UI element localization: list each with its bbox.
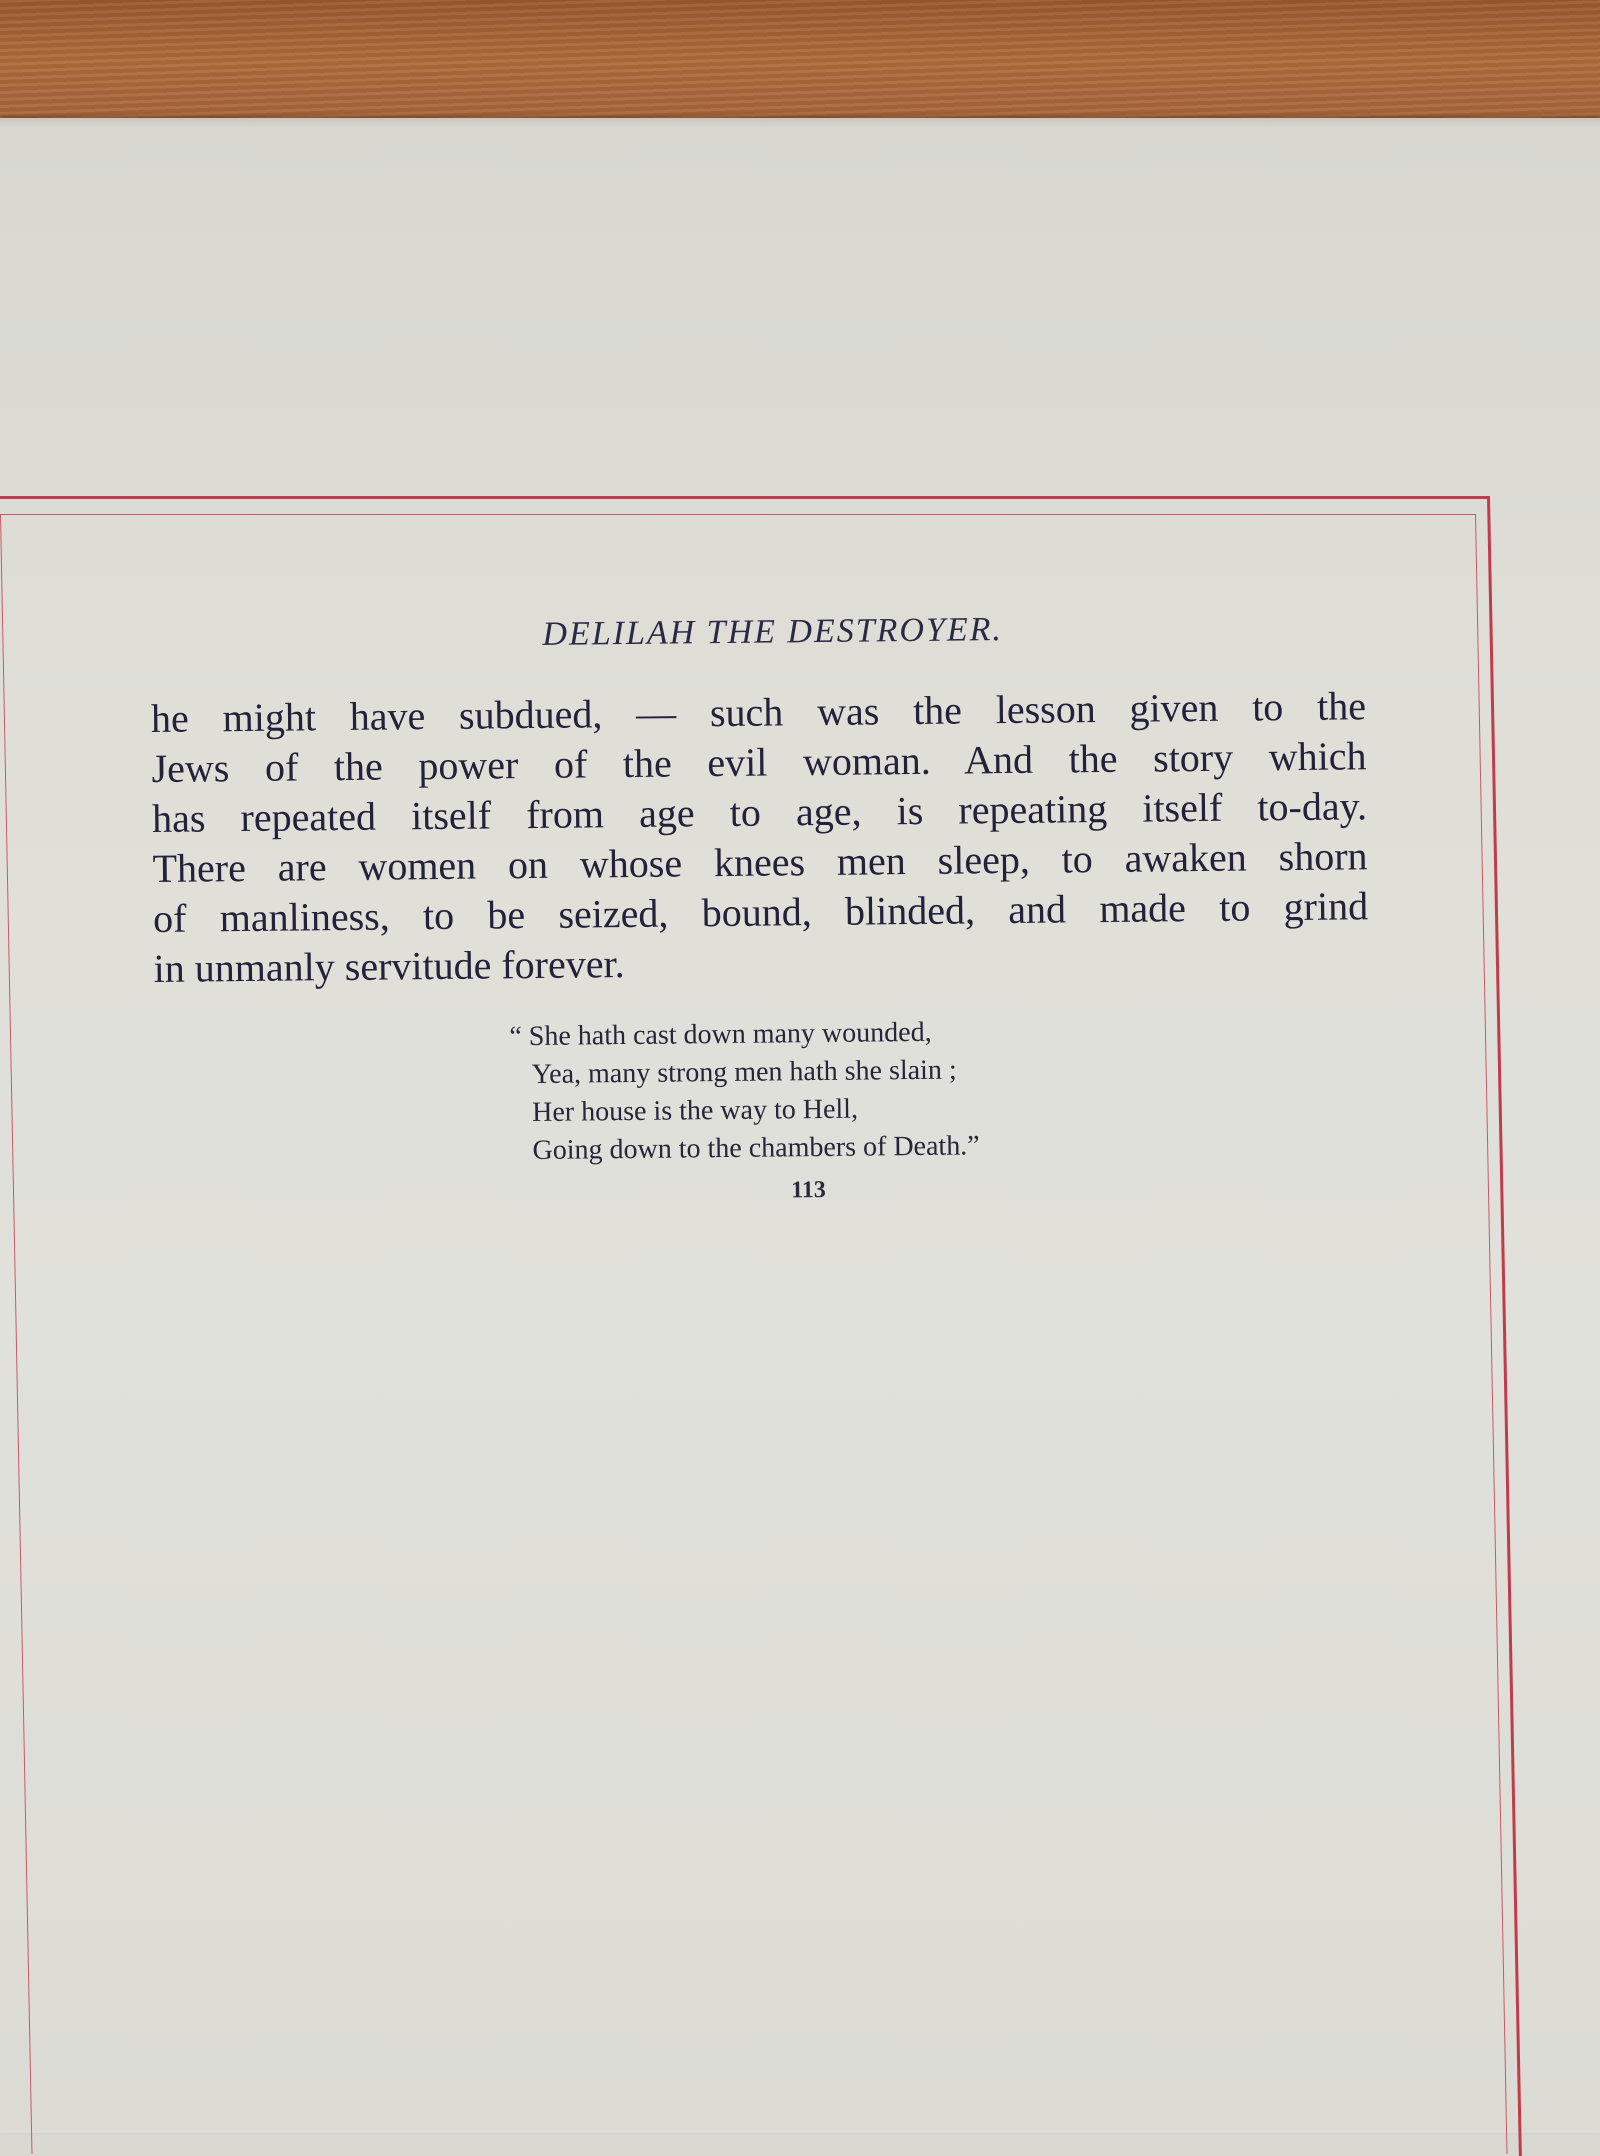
verse-line: Yea, many strong men hath she slain ; (531, 1054, 957, 1091)
verse-quotation (509, 1009, 1371, 1170)
page-top-edge (0, 118, 1600, 128)
verse-line: “ She hath cast down many wounded, (509, 1016, 932, 1053)
wooden-table-background (0, 0, 1600, 135)
running-head: DELILAH THE DESTROYER. (542, 611, 1004, 653)
paragraph-line: of manliness, to be seized, bound, blinded, and made to grind (152, 883, 1369, 941)
paragraph-line: There are women on whose knees men sleep, to awaken shorn (152, 833, 1368, 891)
page-text-block (150, 607, 1371, 1211)
body-paragraph (151, 681, 1369, 994)
verse-line: Going down to the chambers of Death.” (532, 1130, 980, 1167)
paragraph-line: Jews of the power of the evil woman. And the story which (151, 733, 1367, 791)
paragraph-line: has repeated itself from age to age, is repeating itself to-day. (151, 783, 1368, 841)
paragraph-line: he might have subdued, — such was the lesson given to the (150, 683, 1367, 741)
verse-line: Her house is the way to Hell, (532, 1093, 859, 1129)
page-number: 113 (791, 1176, 826, 1204)
paragraph-line: in unmanly servitude forever. (153, 941, 625, 991)
